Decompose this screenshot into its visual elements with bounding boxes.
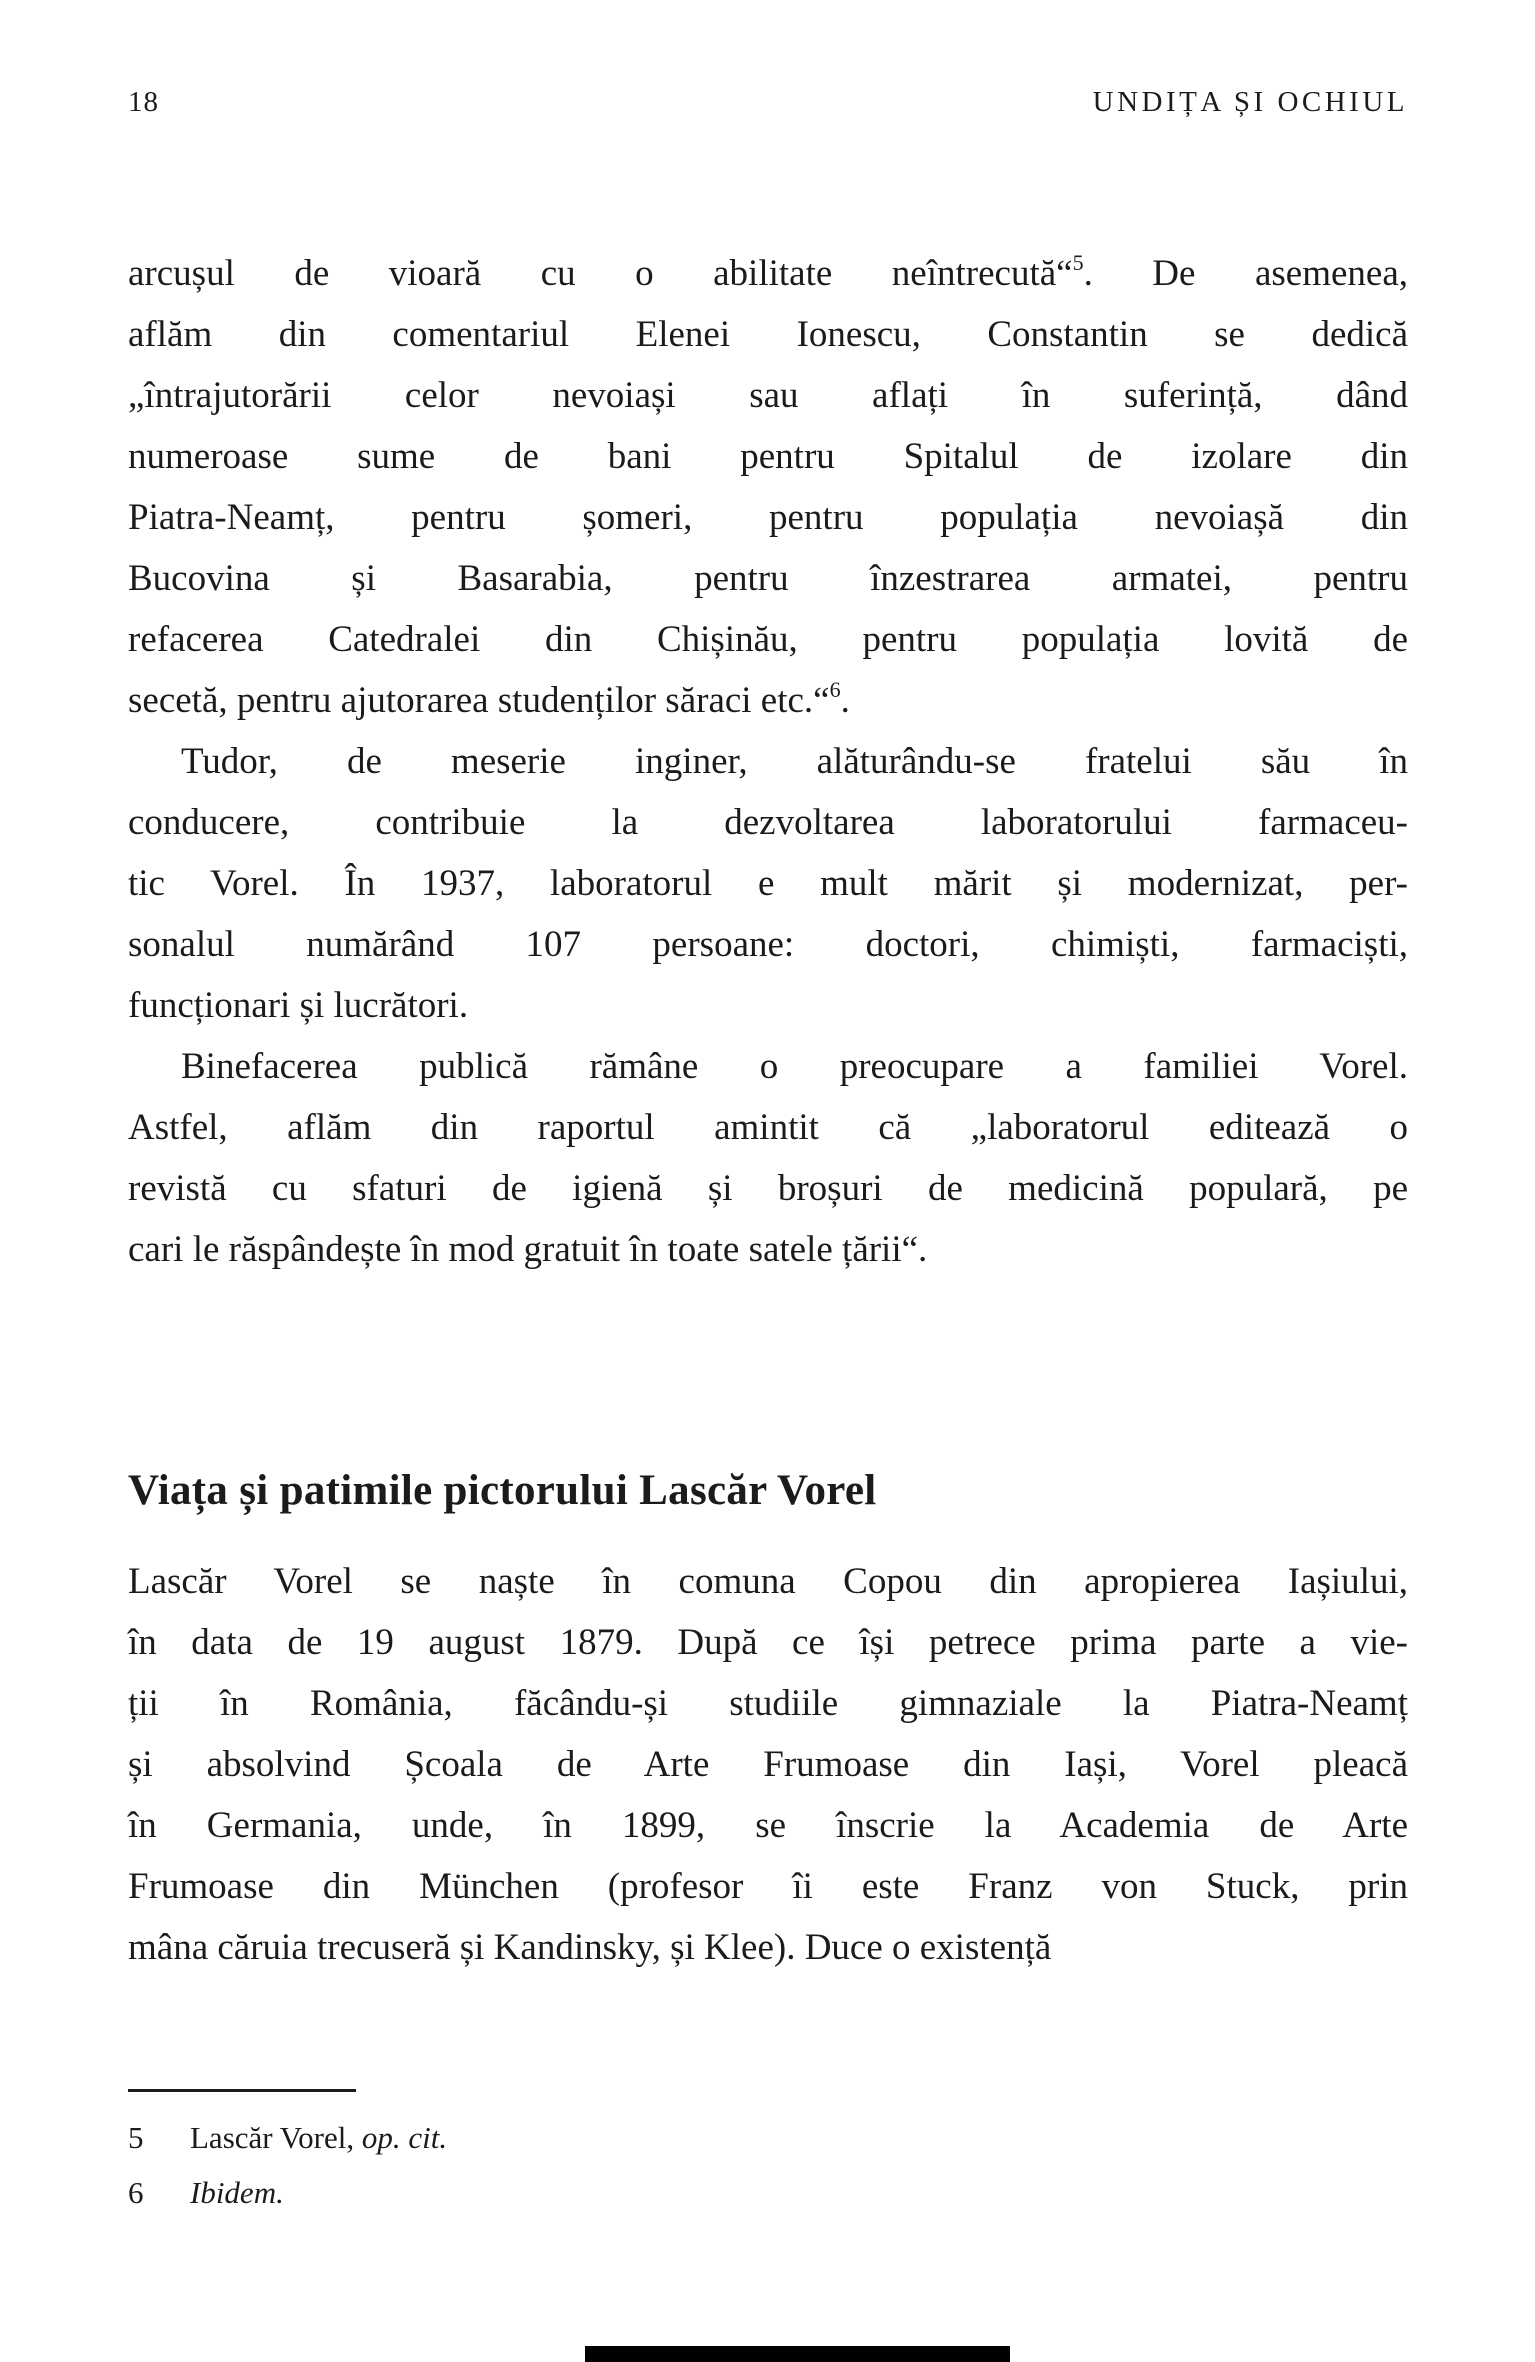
- text-line: numeroase sume de bani pentru Spitalul de izolare din: [128, 436, 1408, 477]
- text-line: conducere, contribuie la dezvoltarea laboratorului farmaceu-: [128, 802, 1408, 843]
- text-line: revistă cu sfaturi de igienă și broșuri de medicină populară, pe: [128, 1168, 1408, 1209]
- footnote: [128, 2165, 1408, 2220]
- text-line: funcționari și lucrători.: [128, 985, 469, 1026]
- page-number: 18: [128, 86, 159, 118]
- footnote-number: 6: [128, 2175, 144, 2210]
- text-line: refacerea Catedralei din Chișinău, pentru populația lovită de: [128, 619, 1408, 660]
- section-heading: Viața și patimile pictorului Lascăr Vorel: [128, 1466, 877, 1514]
- text-line: și absolvind Școala de Arte Frumoase din Iași, Vorel pleacă: [128, 1744, 1408, 1785]
- text-line: în data de 19 august 1879. După ce își petrece prima parte a vie-: [128, 1622, 1408, 1663]
- page-header: [128, 86, 1408, 119]
- body-text-block-1: [128, 243, 1408, 1280]
- text-line: sonalul numărând 107 persoane: doctori, chimiști, farmaciști,: [128, 924, 1408, 965]
- footnote-ref: 5: [1072, 250, 1084, 275]
- text-line: Bucovina și Basarabia, pentru înzestrarea armatei, pentru: [128, 558, 1408, 599]
- footnote: [128, 2110, 1408, 2165]
- text-line: Piatra-Neamț, pentru șomeri, pentru populația nevoiașă din: [128, 497, 1408, 538]
- footnote-ref: 6: [829, 677, 841, 702]
- text-line: Binefacerea publică rămâne o preocupare a familiei Vorel.: [181, 1046, 1408, 1087]
- text-line: cari le răspândește în mod gratuit în toate satele țării“.: [128, 1229, 928, 1270]
- text-line: în Germania, unde, în 1899, se înscrie la Academia de Arte: [128, 1805, 1408, 1846]
- text-line: tic Vorel. În 1937, laboratorul e mult mărit și modernizat, per-: [128, 863, 1408, 904]
- text-line: Astfel, aflăm din raportul amintit că „laboratorul editează o: [128, 1107, 1408, 1148]
- text-line: arcușul de vioară cu o abilitate neîntrecută“$^5$. De asemenea,: [128, 250, 1408, 294]
- footnote-separator-rule: [128, 2089, 356, 2092]
- text-line: aflăm din comentariul Elenei Ionescu, Constantin se dedică: [128, 314, 1408, 355]
- text-line: mâna căruia trecuseră și Kandinsky, și Klee). Duce o existență: [128, 1927, 1052, 1968]
- text-line: Tudor, de meserie inginer, alăturându-se fratelui său în: [181, 741, 1408, 782]
- text-line: Lascăr Vorel se naște în comuna Copou din apropierea Iașiului,: [128, 1561, 1408, 1602]
- footnote-number: 5: [128, 2120, 144, 2155]
- bottom-black-bar: [585, 2346, 1010, 2362]
- text-line: ții în România, făcându-și studiile gimnaziale la Piatra-Neamț: [128, 1683, 1408, 1724]
- footnote-text: Ibidem.: [190, 2175, 284, 2210]
- body-text-block-2: [128, 1551, 1408, 1978]
- running-title: UNDIȚA ȘI OCHIUL: [1092, 86, 1408, 118]
- footnote-text: Lascăr Vorel, op. cit.: [190, 2120, 448, 2155]
- footnotes: [128, 2110, 1408, 2220]
- text-line: secetă, pentru ajutorarea studenților săraci etc.“$^6$.: [128, 677, 850, 721]
- text-line: „întrajutorării celor nevoiași sau aflați în suferință, dând: [128, 375, 1408, 416]
- text-line: Frumoase din München (profesor îi este Franz von Stuck, prin: [128, 1866, 1408, 1907]
